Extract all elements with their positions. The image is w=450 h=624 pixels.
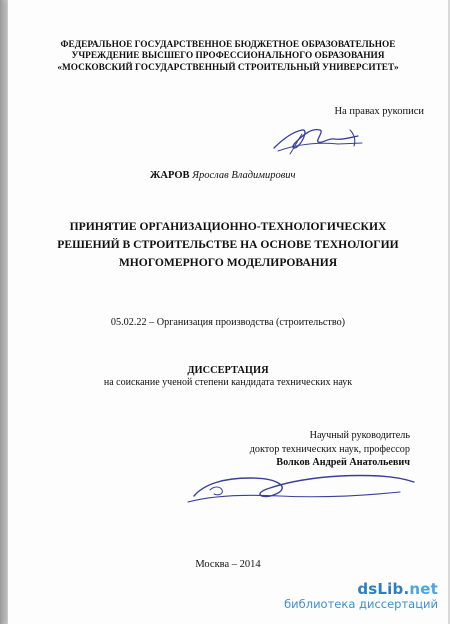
title-line-1: ПРИНЯТИЕ ОРГАНИЗАЦИОННО-ТЕХНОЛОГИЧЕСКИХ [69,220,387,233]
title-line-2: РЕШЕНИЙ В СТРОИТЕЛЬСТВЕ НА ОСНОВЕ ТЕХНОЛОГИИ [57,238,399,251]
city-year: Москва – 2014 [195,559,261,570]
dslib-watermark [284,580,438,611]
supervisor-role: Научный руководитель [309,430,410,441]
institution-line-1: ФЕДЕРАЛЬНОЕ ГОСУДАРСТВЕННОЕ БЮДЖЕТНОЕ ОБРАЗОВАТЕЛЬНОЕ [60,40,396,50]
supervisor-block [250,429,410,470]
supervisor-signature [180,466,420,516]
author-surname: ЖАРОВ [150,170,190,181]
institution-line-2: УЧРЕЖДЕНИЕ ВЫСШЕГО ПРОФЕССИОНАЛЬНОГО ОБРАЗОВАНИЯ [71,51,385,62]
author-signature [268,118,368,163]
watermark-brand-a: dsLib [357,580,404,598]
author-name [150,170,296,181]
title-line-3: МНОГОМЕРНОГО МОДЕЛИРОВАНИЯ [118,256,338,269]
work-type: ДИССЕРТАЦИЯ [187,365,269,376]
supervisor-name: Волков Андрей Анатольевич [276,457,410,468]
degree-text: на соискание ученой степени кандидата технических наук [103,377,353,388]
document-page [8,0,448,624]
author-given-names: Ярослав Владимирович [192,170,296,181]
institution-header [8,40,448,74]
watermark-brand-dot: . [403,580,410,598]
supervisor-rank: доктор технических наук, профессор [249,443,410,455]
rights-note: На правах рукописи [334,106,424,117]
dissertation-title [8,218,448,272]
watermark-brand-b: net [409,580,438,598]
specialty-code: 05.02.22 – Организация производства (строительство) [110,317,346,328]
watermark-brand [284,580,438,598]
scan-left-edge [0,0,8,624]
watermark-tagline: библиотека диссертаций [284,597,438,611]
institution-line-3: «МОСКОВСКИЙ ГОСУДАРСТВЕННЫЙ СТРОИТЕЛЬНЫЙ УНИВЕРСИТЕТ» [57,62,399,73]
